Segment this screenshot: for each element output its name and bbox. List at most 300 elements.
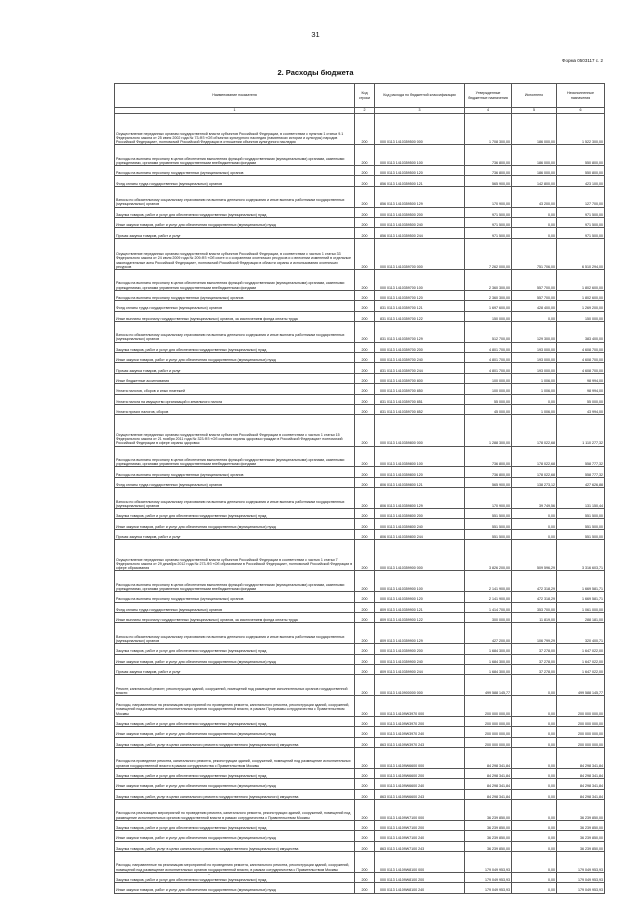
row-line-code: 200 — [355, 644, 375, 654]
table-row — [115, 716, 605, 726]
row-expense-code: 000 0113 1410359700 000 — [375, 238, 465, 269]
row-approved: 84 298 341,84 — [465, 789, 512, 799]
row-approved: 1 288 300,00 — [465, 415, 512, 446]
row-approved: 736 800,00 — [465, 145, 512, 166]
row-executed: 0,00 — [512, 311, 557, 321]
row-name: Взносы по обязательному социальному страхованию на выплаты денежного содержания и иные выплаты работникам государственных (муниципальных) органов — [115, 186, 355, 207]
row-approved: 36 239 850,00 — [465, 831, 512, 841]
table-row — [115, 592, 605, 602]
row-expense-code: 000 0113 1410359800 200 — [375, 508, 465, 518]
row-name: Закупка товаров, работ и услуг для обеспечения государственных (муниципальных) нужд — [115, 820, 355, 830]
row-executed: 0,00 — [512, 217, 557, 227]
row-expense-code: 000 0113 1410359800 000 — [375, 415, 465, 446]
row-expense-code: 809 0113 1410359900 121 — [375, 602, 465, 612]
header-unexecuted: Неисполненные назначения — [557, 84, 605, 108]
row-name: Ремонт, капитальный ремонт, реконструкция зданий, сооружений, помещений под размещение исполнительных органов государственной власти — [115, 675, 355, 696]
row-line-code: 200 — [355, 696, 375, 717]
row-name: Уплата прочих налогов, сборов — [115, 405, 355, 415]
row-executed: 193 000,00 — [512, 353, 557, 363]
row-expense-code: 000 0113 1410359900 000 — [375, 540, 465, 571]
row-unexecuted: 6 510 294,00 — [557, 238, 605, 269]
row-expense-code: 806 0113 1410359800 129 — [375, 488, 465, 509]
row-name: Расходы на выплаты персоналу государственных (муниципальных) органов — [115, 592, 355, 602]
row-expense-code: 863 0113 14109W6600 243 — [375, 789, 465, 799]
row-name: Закупка товаров, работ, услуг в целях капитального ремонта государственного (муниципального) имущества — [115, 789, 355, 799]
row-executed: 0,00 — [512, 800, 557, 821]
table-row — [115, 800, 605, 821]
row-approved: 36 239 850,00 — [465, 820, 512, 830]
row-unexecuted: 971 500,00 — [557, 207, 605, 217]
row-name: Осуществление переданных органам государственной власти субъектов Российской Федерации в соответствии с частью 1 статьи 15 Федерального закона от 21 ноября 2011 года № 323-ФЗ «Об основах охраны здоровья граждан в Российской Федерации» полномочий Российской Федерации в сфере охраны здоровья — [115, 415, 355, 446]
row-expense-code: 000 0113 1410359500 240 — [375, 217, 465, 227]
table-row — [115, 353, 605, 363]
row-approved: 1 684 300,00 — [465, 664, 512, 674]
row-line-code: 200 — [355, 488, 375, 509]
row-name: Расходы на выплаты персоналу в целях обеспечения выполнения функций государственными (муниципальными) органами, казенными учреждениями, органами управления государственными внебюджетными фондами — [115, 145, 355, 166]
row-expense-code: 831 0113 1410359700 851 — [375, 394, 465, 404]
row-approved: 2 141 900,00 — [465, 571, 512, 592]
row-unexecuted: 1 802 600,00 — [557, 290, 605, 300]
row-name: Иные закупки товаров, работ и услуг для обеспечения государственных (муниципальных) нужд — [115, 831, 355, 841]
row-name: Закупка товаров, работ и услуг для обеспечения государственных (муниципальных) нужд — [115, 768, 355, 778]
row-approved: 300 000,00 — [465, 612, 512, 622]
row-expense-code: 000 0113 14109W6600 240 — [375, 779, 465, 789]
row-executed: 178 022,68 — [512, 415, 557, 446]
table-row — [115, 779, 605, 789]
row-line-code: 200 — [355, 311, 375, 321]
table-row — [115, 342, 605, 352]
table-row — [115, 238, 605, 269]
row-unexecuted: 36 239 850,00 — [557, 820, 605, 830]
row-expense-code: 000 0113 14109W6600 200 — [375, 768, 465, 778]
row-expense-code: 000 0113 1410359500 100 — [375, 145, 465, 166]
row-name: Взносы по обязательному социальному страхованию на выплаты денежного содержания и иные выплаты работникам государственных (муниципальных) органов — [115, 321, 355, 342]
table-row — [115, 612, 605, 622]
row-executed: 472 318,29 — [512, 592, 557, 602]
row-executed: 0,00 — [512, 831, 557, 841]
row-name: Закупка товаров, работ, услуг в целях капитального ремонта государственного (муниципального) имущества — [115, 841, 355, 851]
row-approved: 179 049 953,93 — [465, 883, 512, 893]
row-approved: 84 298 341,84 — [465, 768, 512, 778]
row-line-code: 200 — [355, 217, 375, 227]
row-name: Взносы по обязательному социальному страхованию на выплаты денежного содержания и иные выплаты работникам государственных (муниципальных) органов — [115, 488, 355, 509]
row-approved: 7 262 000,00 — [465, 238, 512, 269]
row-executed: 509 596,29 — [512, 540, 557, 571]
row-line-code: 200 — [355, 363, 375, 373]
row-unexecuted: 427 626,88 — [557, 477, 605, 487]
table-row — [115, 696, 605, 717]
row-unexecuted: 84 298 341,84 — [557, 789, 605, 799]
row-unexecuted: 1 110 277,32 — [557, 415, 605, 446]
row-approved: 200 000 000,00 — [465, 716, 512, 726]
row-expense-code: 831 0113 1410359700 121 — [375, 301, 465, 311]
table-row — [115, 768, 605, 778]
row-approved: 200 000 000,00 — [465, 696, 512, 717]
row-executed: 1 006,00 — [512, 405, 557, 415]
header-approved: Утвержденные бюджетные назначения — [465, 84, 512, 108]
row-expense-code: 000 0113 14109W7100 000 — [375, 800, 465, 821]
row-name: Прочая закупка товаров, работ и услуг — [115, 664, 355, 674]
row-unexecuted: 98 994,00 — [557, 373, 605, 383]
row-line-code: 200 — [355, 820, 375, 830]
row-line-code: 200 — [355, 373, 375, 383]
row-approved: 4 801 700,00 — [465, 342, 512, 352]
row-approved: 427 200,00 — [465, 623, 512, 644]
row-expense-code: 000 0113 14109W8100 000 — [375, 851, 465, 872]
row-expense-code: 856 0113 1410359500 244 — [375, 228, 465, 238]
table-row — [115, 228, 605, 238]
row-approved: 200 000 000,00 — [465, 737, 512, 747]
row-approved: 736 800,00 — [465, 467, 512, 477]
row-unexecuted: 200 000 000,00 — [557, 696, 605, 717]
table-row — [115, 467, 605, 477]
row-name: Осуществление переданных органам государственной власти субъектов Российской Федерации, в соответствии с частью 1 статьи 33 Федерального закона от 24 июля 2009 года № 209-ФЗ «Об охоте и о сохранении охотничьих ресурсов и о внесении изменений в отдельные законодательные акты Российской Федерации», полномочий Российской Федерации в области охраны и использования охотничьих ресурсов — [115, 238, 355, 269]
row-line-code: 200 — [355, 654, 375, 664]
row-approved: 150 000,00 — [465, 311, 512, 321]
row-name: Расходы на проведение ремонта, капитального ремонта, реконструкции зданий, сооружений, помещений под размещение исполнительных органов государственной власти в рамках сотрудничества с Правительством Москвы — [115, 748, 355, 769]
row-name: Расходы на выплаты персоналу государственных (муниципальных) органов — [115, 290, 355, 300]
row-executed: 0,00 — [512, 748, 557, 769]
table-row — [115, 831, 605, 841]
row-approved: 1 684 300,00 — [465, 644, 512, 654]
column-number: 2 — [355, 108, 375, 114]
row-line-code: 200 — [355, 883, 375, 893]
table-row — [115, 623, 605, 644]
row-unexecuted: 200 000 000,00 — [557, 727, 605, 737]
row-approved: 565 900,00 — [465, 176, 512, 186]
row-line-code: 200 — [355, 508, 375, 518]
row-unexecuted: 550 800,00 — [557, 165, 605, 175]
table-body — [115, 114, 605, 894]
row-name: Прочая закупка товаров, работ и услуг — [115, 228, 355, 238]
row-executed: 428 400,00 — [512, 301, 557, 311]
row-approved: 36 239 850,00 — [465, 841, 512, 851]
row-unexecuted: 4 608 700,00 — [557, 363, 605, 373]
row-expense-code: 000 0113 1410359900 240 — [375, 654, 465, 664]
row-name: Фонд оплаты труда государственных (муниципальных) органов — [115, 602, 355, 612]
row-executed: 186 000,00 — [512, 114, 557, 145]
row-unexecuted: 1 522 300,00 — [557, 114, 605, 145]
table-row — [115, 114, 605, 145]
row-approved: 1 414 700,00 — [465, 602, 512, 612]
row-approved: 971 500,00 — [465, 217, 512, 227]
row-approved: 170 900,00 — [465, 488, 512, 509]
row-name: Иные выплаты персоналу государственных (муниципальных) органов, за исключением фонда оплаты труда — [115, 612, 355, 622]
row-executed: 0,00 — [512, 872, 557, 882]
row-name: Осуществление переданных органам государственной власти субъектов Российской Федерации, в соответствии с пунктом 1 статьи 9.1 Федерального закона от 25 июня 2002 года № 73-ФЗ «Об объектах культурного наследия (памятниках истории и культуры) народов Российской Федерации», полномочий Российской Федерации в отношении объектов культурного наследия — [115, 114, 355, 145]
row-line-code: 200 — [355, 145, 375, 166]
row-executed: 178 022,68 — [512, 467, 557, 477]
table-row — [115, 883, 605, 893]
row-line-code: 200 — [355, 592, 375, 602]
row-line-code: 200 — [355, 415, 375, 446]
expenses-table — [114, 83, 605, 894]
row-unexecuted: 150 000,00 — [557, 311, 605, 321]
row-line-code: 200 — [355, 727, 375, 737]
row-unexecuted: 558 777,32 — [557, 446, 605, 467]
row-line-code: 200 — [355, 290, 375, 300]
table-row — [115, 529, 605, 539]
row-name: Закупка товаров, работ и услуг для обеспечения государственных (муниципальных) нужд — [115, 872, 355, 882]
column-number: 5 — [512, 108, 557, 114]
table-row — [115, 477, 605, 487]
row-executed: 37 278,00 — [512, 654, 557, 664]
row-executed: 1 006,00 — [512, 384, 557, 394]
row-executed: 0,00 — [512, 675, 557, 696]
row-name: Расходы на выплаты персоналу государственных (муниципальных) органов — [115, 467, 355, 477]
row-line-code: 200 — [355, 467, 375, 477]
row-executed: 557 700,00 — [512, 269, 557, 290]
row-executed: 0,00 — [512, 696, 557, 717]
row-unexecuted: 98 994,00 — [557, 384, 605, 394]
table-row — [115, 841, 605, 851]
table-row — [115, 145, 605, 166]
row-executed: 472 318,29 — [512, 571, 557, 592]
row-executed: 353 700,00 — [512, 602, 557, 612]
table-row — [115, 446, 605, 467]
row-approved: 3 826 200,00 — [465, 540, 512, 571]
row-approved: 170 900,00 — [465, 186, 512, 207]
row-expense-code: 806 0113 1410359800 244 — [375, 529, 465, 539]
row-unexecuted: 551 500,00 — [557, 519, 605, 529]
row-executed: 193 000,00 — [512, 342, 557, 352]
row-unexecuted: 200 000 000,00 — [557, 716, 605, 726]
row-executed: 138 273,12 — [512, 477, 557, 487]
row-expense-code: 000 0113 14109W8100 200 — [375, 872, 465, 882]
row-name: Расходы на выплаты персоналу в целях обеспечения выполнения функций государственными (муниципальными) органами, казенными учреждениями, органами управления государственными внебюджетными фондами — [115, 571, 355, 592]
row-line-code: 200 — [355, 176, 375, 186]
row-unexecuted: 971 500,00 — [557, 228, 605, 238]
row-approved: 1 708 300,00 — [465, 114, 512, 145]
scan-mark: - — [208, 872, 210, 878]
row-line-code: 200 — [355, 405, 375, 415]
row-line-code: 200 — [355, 394, 375, 404]
table-row — [115, 737, 605, 747]
header-executed: Исполнено — [512, 84, 557, 108]
table-row — [115, 311, 605, 321]
row-name: Закупка товаров, работ, услуг в целях капитального ремонта государственного (муниципального) имущества — [115, 737, 355, 747]
row-approved: 736 800,00 — [465, 446, 512, 467]
row-approved: 179 049 953,93 — [465, 872, 512, 882]
row-unexecuted: 499 588 145,77 — [557, 675, 605, 696]
table-row — [115, 664, 605, 674]
row-name: Закупка товаров, работ и услуг для обеспечения государственных (муниципальных) нужд — [115, 342, 355, 352]
row-unexecuted: 1 647 022,00 — [557, 654, 605, 664]
row-line-code: 200 — [355, 384, 375, 394]
row-name: Иные бюджетные ассигнования — [115, 373, 355, 383]
row-executed: 0,00 — [512, 820, 557, 830]
row-name: Иные закупки товаров, работ и услуг для обеспечения государственных (муниципальных) нужд — [115, 883, 355, 893]
row-unexecuted: 558 777,32 — [557, 467, 605, 477]
row-executed: 178 022,68 — [512, 446, 557, 467]
row-unexecuted: 43 994,00 — [557, 405, 605, 415]
table-row — [115, 290, 605, 300]
table-row — [115, 727, 605, 737]
row-line-code: 200 — [355, 612, 375, 622]
row-unexecuted: 4 608 700,00 — [557, 342, 605, 352]
row-name: Взносы по обязательному социальному страхованию на выплаты денежного содержания и иные выплаты работникам государственных (муниципальных) органов — [115, 623, 355, 644]
row-unexecuted: 179 049 953,93 — [557, 851, 605, 872]
row-approved: 100 000,00 — [465, 384, 512, 394]
row-line-code: 200 — [355, 446, 375, 467]
row-name: Осуществление переданных органам государственной власти субъектов Российской Федерации в соответствии с частью 1 статьи 7 Федерального закона от 29 декабря 2012 года № 273-ФЗ «Об образовании в Российской Федерации», полномочий Российской Федерации в сфере образования — [115, 540, 355, 571]
row-unexecuted: 179 049 953,93 — [557, 872, 605, 882]
row-line-code: 200 — [355, 353, 375, 363]
row-unexecuted: 550 800,00 — [557, 145, 605, 166]
row-unexecuted: 551 500,00 — [557, 508, 605, 518]
table-row — [115, 217, 605, 227]
row-unexecuted: 179 049 953,93 — [557, 883, 605, 893]
row-approved: 36 239 850,00 — [465, 800, 512, 821]
row-executed: 0,00 — [512, 768, 557, 778]
row-approved: 84 298 341,84 — [465, 748, 512, 769]
table-row — [115, 820, 605, 830]
row-unexecuted: 1 061 000,00 — [557, 602, 605, 612]
row-executed: 557 700,00 — [512, 290, 557, 300]
header-code: Код расхода по бюджетной классификации — [375, 84, 465, 108]
row-unexecuted: 551 500,00 — [557, 529, 605, 539]
row-executed: 39 749,56 — [512, 488, 557, 509]
row-expense-code: 000 0113 1410359700 100 — [375, 269, 465, 290]
row-unexecuted: 84 298 341,84 — [557, 779, 605, 789]
row-name: Закупка товаров, работ и услуг для обеспечения государственных (муниципальных) нужд — [115, 508, 355, 518]
row-expense-code: 000 0113 14109W8100 240 — [375, 883, 465, 893]
row-name: Иные закупки товаров, работ и услуг для обеспечения государственных (муниципальных) нужд — [115, 217, 355, 227]
row-expense-code: 806 0113 1410359800 121 — [375, 477, 465, 487]
row-approved: 736 800,00 — [465, 165, 512, 175]
row-line-code: 200 — [355, 114, 375, 145]
table-row — [115, 301, 605, 311]
row-name: Прочая закупка товаров, работ и услуг — [115, 529, 355, 539]
table-row — [115, 872, 605, 882]
row-line-code: 200 — [355, 737, 375, 747]
row-expense-code: 000 0113 14109W3970 240 — [375, 727, 465, 737]
row-line-code: 200 — [355, 872, 375, 882]
row-line-code: 200 — [355, 800, 375, 821]
table-row — [115, 165, 605, 175]
row-line-code: 200 — [355, 851, 375, 872]
row-name: Расходы на выплаты персоналу в целях обеспечения выполнения функций государственными (муниципальными) органами, казенными учреждениями, органами управления государственными внебюджетными фондами — [115, 269, 355, 290]
section-title: 2. Расходы бюджета — [277, 68, 354, 77]
row-executed: 43 200,00 — [512, 186, 557, 207]
row-unexecuted: 383 400,00 — [557, 321, 605, 342]
row-unexecuted: 200 000 000,00 — [557, 737, 605, 747]
row-executed: 0,00 — [512, 779, 557, 789]
row-expense-code: 000 0113 1410359700 800 — [375, 373, 465, 383]
row-expense-code: 000 0113 14109W7100 200 — [375, 820, 465, 830]
row-name: Расходы на выплаты персоналу в целях обеспечения выполнения функций государственными (муниципальными) органами, казенными учреждениями, органами управления государственными внебюджетными фондами — [115, 446, 355, 467]
row-unexecuted: 4 608 700,00 — [557, 353, 605, 363]
row-line-code: 200 — [355, 675, 375, 696]
table-row — [115, 540, 605, 571]
row-expense-code: 000 0113 1410359900 200 — [375, 644, 465, 654]
row-line-code: 200 — [355, 238, 375, 269]
row-name: Иные закупки товаров, работ и услуг для обеспечения государственных (муниципальных) нужд — [115, 727, 355, 737]
row-unexecuted: 1 802 600,00 — [557, 269, 605, 290]
column-number: 6 — [557, 108, 605, 114]
row-line-code: 200 — [355, 529, 375, 539]
row-executed: 37 278,00 — [512, 664, 557, 674]
row-expense-code: 000 0113 1410359700 240 — [375, 353, 465, 363]
table-header-row — [115, 84, 605, 108]
row-name: Расходы, направленные на реализацию мероприятий по проведению ремонта, капитального ремонта, реконструкции зданий, сооружений, помещений под размещение исполнительных органов государственной власти, в рамках сотрудничества с Правительством Москвы — [115, 851, 355, 872]
row-line-code: 200 — [355, 269, 375, 290]
header-name: Наименование показателя — [115, 84, 355, 108]
row-name: Фонд оплаты труда государственных (муниципальных) органов — [115, 301, 355, 311]
row-line-code: 200 — [355, 841, 375, 851]
table-row — [115, 602, 605, 612]
row-unexecuted: 127 700,00 — [557, 186, 605, 207]
table-row — [115, 321, 605, 342]
row-name: Закупка товаров, работ и услуг для обеспечения государственных (муниципальных) нужд — [115, 716, 355, 726]
column-number: 4 — [465, 108, 512, 114]
row-expense-code: 831 0113 1410359700 244 — [375, 363, 465, 373]
table-row — [115, 269, 605, 290]
row-line-code: 200 — [355, 519, 375, 529]
row-line-code: 200 — [355, 301, 375, 311]
row-approved: 971 500,00 — [465, 228, 512, 238]
row-executed: 193 000,00 — [512, 363, 557, 373]
row-name: Закупка товаров, работ и услуг для обеспечения государственных (муниципальных) нужд — [115, 207, 355, 217]
row-line-code: 200 — [355, 321, 375, 342]
row-executed: 106 799,29 — [512, 623, 557, 644]
row-expense-code: 831 0113 1410359700 129 — [375, 321, 465, 342]
row-expense-code: 863 0113 14109W3970 243 — [375, 737, 465, 747]
row-unexecuted: 1 269 200,00 — [557, 301, 605, 311]
row-expense-code: 000 0113 1410359700 120 — [375, 290, 465, 300]
table-row — [115, 851, 605, 872]
column-number: 3 — [375, 108, 465, 114]
row-line-code: 200 — [355, 779, 375, 789]
row-unexecuted: 84 298 341,84 — [557, 768, 605, 778]
row-approved: 1 697 600,00 — [465, 301, 512, 311]
row-expense-code: 856 0113 1410359500 129 — [375, 186, 465, 207]
row-approved: 551 500,00 — [465, 519, 512, 529]
row-approved: 84 298 341,84 — [465, 779, 512, 789]
row-name: Иные закупки товаров, работ и услуг для обеспечения государственных (муниципальных) нужд — [115, 353, 355, 363]
row-unexecuted: 36 239 850,00 — [557, 841, 605, 851]
row-unexecuted: 36 239 850,00 — [557, 831, 605, 841]
row-executed: 0,00 — [512, 883, 557, 893]
table-row — [115, 748, 605, 769]
row-approved: 200 000 000,00 — [465, 727, 512, 737]
row-executed: 1 006,00 — [512, 373, 557, 383]
table-row — [115, 373, 605, 383]
row-expense-code: 000 0113 1410359800 120 — [375, 467, 465, 477]
row-approved: 551 500,00 — [465, 529, 512, 539]
row-name: Иные закупки товаров, работ и услуг для обеспечения государственных (муниципальных) нужд — [115, 654, 355, 664]
row-approved: 1 684 300,00 — [465, 654, 512, 664]
row-unexecuted: 1 647 022,00 — [557, 664, 605, 674]
row-approved: 4 801 700,00 — [465, 363, 512, 373]
row-unexecuted: 84 298 341,84 — [557, 748, 605, 769]
row-executed: 0,00 — [512, 841, 557, 851]
row-line-code: 200 — [355, 342, 375, 352]
row-expense-code: 831 0113 1410359700 852 — [375, 405, 465, 415]
row-executed: 0,00 — [512, 851, 557, 872]
row-unexecuted: 320 400,71 — [557, 623, 605, 644]
row-expense-code: 000 0113 1410900000 000 — [375, 675, 465, 696]
table-row — [115, 571, 605, 592]
row-expense-code: 000 0113 1410359800 100 — [375, 446, 465, 467]
table-row — [115, 644, 605, 654]
row-executed: 0,00 — [512, 394, 557, 404]
row-executed: 751 706,00 — [512, 238, 557, 269]
row-unexecuted: 1 669 581,71 — [557, 571, 605, 592]
row-expense-code: 809 0113 1410359900 122 — [375, 612, 465, 622]
row-unexecuted: 131 150,44 — [557, 488, 605, 509]
row-name: Фонд оплаты труда государственных (муниципальных) органов — [115, 176, 355, 186]
